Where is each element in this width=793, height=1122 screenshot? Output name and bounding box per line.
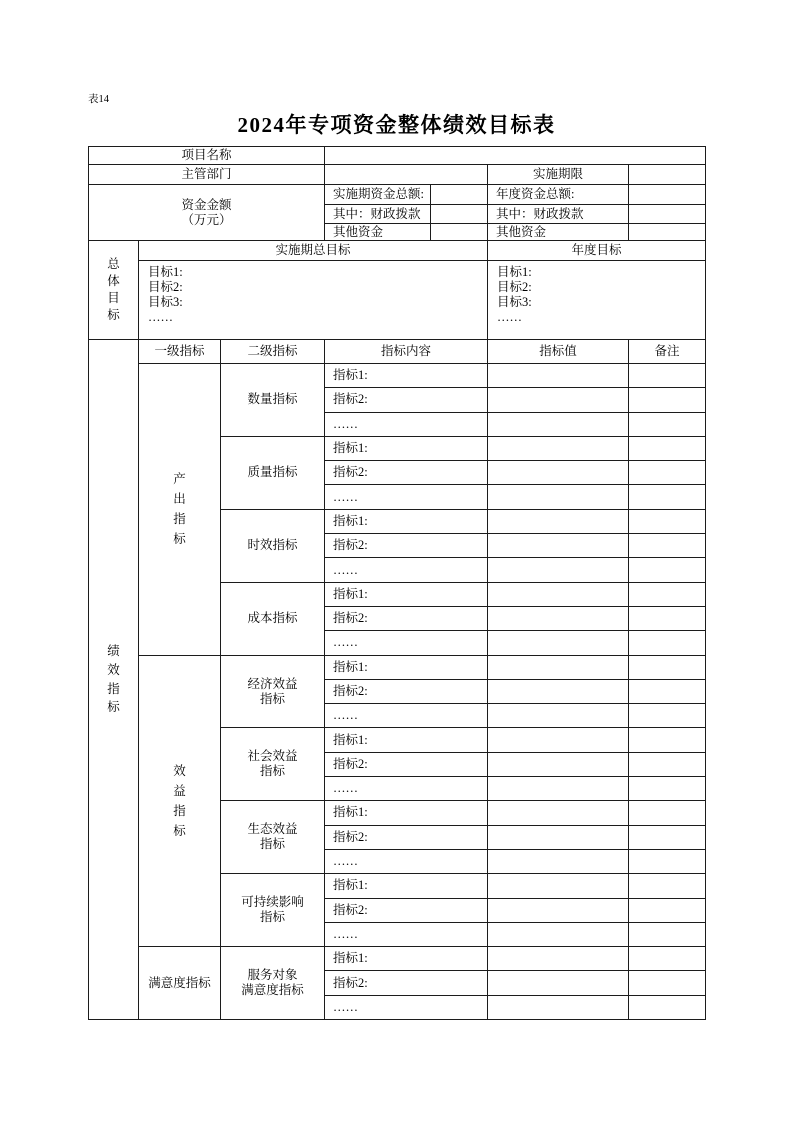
annual-total-fund-label: 年度资金总额: xyxy=(488,185,629,205)
indicator-value-cell xyxy=(488,655,629,679)
indicator-content-cell: 指标2: xyxy=(325,606,488,630)
indicator-content-cell: …… xyxy=(325,412,488,436)
remark-cell xyxy=(629,704,706,728)
indicator-value-cell xyxy=(488,436,629,460)
remark-cell xyxy=(629,364,706,388)
project-name-label: 项目名称 xyxy=(89,147,325,165)
remark-cell xyxy=(629,825,706,849)
level2-indicator-cell xyxy=(221,655,325,728)
goal-line: …… xyxy=(148,310,173,324)
impl-period-goal-header: 实施期总目标 xyxy=(139,241,488,261)
level2-indicator-text: 时效指标 xyxy=(247,538,298,553)
impl-other-fund-value xyxy=(431,224,488,241)
project-name-value xyxy=(325,147,706,165)
indicator-content-cell: 指标1: xyxy=(325,509,488,533)
goal-line: 目标1: xyxy=(497,265,532,279)
indicator-value-cell xyxy=(488,898,629,922)
annual-fiscal-fund-label: 其中：财政拨款 xyxy=(488,205,629,224)
indicator-row xyxy=(89,364,706,388)
remark-cell xyxy=(629,995,706,1019)
remark-cell xyxy=(629,436,706,460)
indicator-value-cell xyxy=(488,947,629,971)
indicator-content-cell: …… xyxy=(325,922,488,946)
indicator-value-cell xyxy=(488,534,629,558)
indicator-header-row xyxy=(89,340,706,364)
impl-total-fund-value xyxy=(431,185,488,205)
annual-total-fund-value xyxy=(629,185,706,205)
indicator-content-cell: 指标1: xyxy=(325,874,488,898)
indicator-value-cell xyxy=(488,485,629,509)
indicator-value-cell xyxy=(488,995,629,1019)
indicator-content-cell: 指标2: xyxy=(325,461,488,485)
indicator-content-cell: 指标2: xyxy=(325,534,488,558)
impl-period-goal-content xyxy=(139,261,488,340)
performance-target-table xyxy=(88,146,706,1020)
indicator-value-cell xyxy=(488,412,629,436)
annual-goal-header: 年度目标 xyxy=(488,241,706,261)
indicator-value-cell xyxy=(488,558,629,582)
indicator-value-cell xyxy=(488,364,629,388)
indicator-value-cell xyxy=(488,825,629,849)
indicator-value-cell xyxy=(488,777,629,801)
overall-goal-label xyxy=(89,241,139,340)
level2-indicator-text: 满意度指标 xyxy=(241,983,304,998)
level2-indicator-cell xyxy=(221,728,325,801)
col-header-remark: 备注 xyxy=(629,340,706,364)
indicator-content-cell: …… xyxy=(325,631,488,655)
indicator-value-cell xyxy=(488,971,629,995)
indicator-value-cell xyxy=(488,922,629,946)
annual-fiscal-fund-value xyxy=(629,205,706,224)
impl-total-fund-label: 实施期资金总额: xyxy=(325,185,431,205)
remark-cell xyxy=(629,777,706,801)
indicator-content-cell: …… xyxy=(325,995,488,1019)
level1-indicator-cell xyxy=(139,655,221,947)
remark-cell xyxy=(629,582,706,606)
col-header-level1: 一级指标 xyxy=(139,340,221,364)
indicator-content-cell: 指标2: xyxy=(325,752,488,776)
indicator-content-cell: …… xyxy=(325,849,488,873)
indicator-value-cell xyxy=(488,679,629,703)
level2-indicator-cell xyxy=(221,364,325,437)
period-value xyxy=(629,165,706,185)
fund-amount-label-line1: 资金金额 xyxy=(181,197,232,212)
indicator-value-cell xyxy=(488,582,629,606)
table-number-label: 表14 xyxy=(88,94,109,105)
remark-cell xyxy=(629,558,706,582)
goal-line: 目标3: xyxy=(148,295,183,309)
level2-indicator-cell xyxy=(221,582,325,655)
remark-cell xyxy=(629,485,706,509)
remark-cell xyxy=(629,801,706,825)
department-value xyxy=(325,165,488,185)
indicator-content-cell: 指标1: xyxy=(325,582,488,606)
indicator-value-cell xyxy=(488,874,629,898)
remark-cell xyxy=(629,922,706,946)
level1-indicator-text: 效益指标 xyxy=(173,763,186,838)
indicator-content-cell: 指标1: xyxy=(325,436,488,460)
remark-cell xyxy=(629,874,706,898)
indicator-content-cell: 指标1: xyxy=(325,364,488,388)
goal-line: 目标1: xyxy=(148,265,183,279)
col-header-content: 指标内容 xyxy=(325,340,488,364)
level2-indicator-cell xyxy=(221,436,325,509)
goal-line: 目标2: xyxy=(497,280,532,294)
page-title: 2024年专项资金整体绩效目标表 xyxy=(237,113,556,137)
indicator-value-cell xyxy=(488,631,629,655)
remark-cell xyxy=(629,412,706,436)
indicator-content-cell: 指标2: xyxy=(325,679,488,703)
goal-line: 目标2: xyxy=(148,280,183,294)
indicator-value-cell xyxy=(488,801,629,825)
col-header-level2: 二级指标 xyxy=(221,340,325,364)
level2-indicator-cell xyxy=(221,947,325,1020)
overall-goal-label-text: 总体目标 xyxy=(107,257,120,322)
indicator-value-cell xyxy=(488,728,629,752)
remark-cell xyxy=(629,947,706,971)
level2-indicator-text: 社会效益 xyxy=(247,749,298,764)
level2-indicator-text: 指标 xyxy=(260,837,286,852)
level2-indicator-text: 质量指标 xyxy=(247,465,298,480)
project-name-row xyxy=(89,147,706,165)
period-label: 实施期限 xyxy=(488,165,629,185)
level2-indicator-text: 可持续影响 xyxy=(241,895,304,910)
level2-indicator-text: 数量指标 xyxy=(247,392,298,407)
remark-cell xyxy=(629,752,706,776)
annual-other-fund-value xyxy=(629,224,706,241)
level2-indicator-text: 指标 xyxy=(260,764,286,779)
indicator-content-cell: 指标1: xyxy=(325,947,488,971)
fund-amount-label xyxy=(89,185,325,241)
impl-fiscal-fund-value xyxy=(431,205,488,224)
level2-indicator-cell xyxy=(221,874,325,947)
level2-indicator-text: 成本指标 xyxy=(247,611,298,626)
performance-indicator-label xyxy=(89,340,139,1020)
goal-line: …… xyxy=(497,310,523,324)
remark-cell xyxy=(629,631,706,655)
remark-cell xyxy=(629,971,706,995)
fund-amount-label-line2: （万元） xyxy=(181,212,232,227)
level2-indicator-text: 经济效益 xyxy=(247,676,298,691)
remark-cell xyxy=(629,655,706,679)
remark-cell xyxy=(629,461,706,485)
remark-cell xyxy=(629,388,706,412)
indicator-content-cell: 指标2: xyxy=(325,825,488,849)
indicator-value-cell xyxy=(488,461,629,485)
indicator-content-cell: …… xyxy=(325,704,488,728)
indicator-content-cell: …… xyxy=(325,485,488,509)
remark-cell xyxy=(629,679,706,703)
fund-row xyxy=(89,185,706,205)
remark-cell xyxy=(629,606,706,630)
remark-cell xyxy=(629,898,706,922)
level2-indicator-cell xyxy=(221,801,325,874)
indicator-content-cell: 指标1: xyxy=(325,655,488,679)
level2-indicator-text: 服务对象 xyxy=(247,968,298,983)
level1-indicator-cell: 满意度指标 xyxy=(139,947,221,1020)
indicator-value-cell xyxy=(488,509,629,533)
department-label: 主管部门 xyxy=(89,165,325,185)
remark-cell xyxy=(629,728,706,752)
level2-indicator-text: 指标 xyxy=(260,691,286,706)
indicator-value-cell xyxy=(488,388,629,412)
indicator-value-cell xyxy=(488,752,629,776)
indicator-content-cell: 指标1: xyxy=(325,801,488,825)
performance-indicator-label-text: 绩效指标 xyxy=(107,644,120,715)
impl-fiscal-fund-label: 其中：财政拨款 xyxy=(325,205,431,224)
indicator-content-cell: 指标2: xyxy=(325,971,488,995)
impl-other-fund-label: 其他资金 xyxy=(325,224,431,241)
level2-indicator-text: 指标 xyxy=(260,910,286,925)
indicator-value-cell xyxy=(488,606,629,630)
indicator-row xyxy=(89,655,706,679)
indicator-row xyxy=(89,947,706,971)
annual-goal-content xyxy=(488,261,706,340)
indicator-content-cell: 指标2: xyxy=(325,388,488,412)
department-row xyxy=(89,165,706,185)
indicator-content-cell: 指标1: xyxy=(325,728,488,752)
indicator-value-cell xyxy=(488,704,629,728)
level1-indicator-cell xyxy=(139,364,221,656)
remark-cell xyxy=(629,534,706,558)
overall-goal-content-row xyxy=(89,261,706,340)
indicator-content-cell: 指标2: xyxy=(325,898,488,922)
level1-indicator-text: 产出指标 xyxy=(173,472,186,547)
remark-cell xyxy=(629,849,706,873)
remark-cell xyxy=(629,509,706,533)
col-header-value: 指标值 xyxy=(488,340,629,364)
overall-goal-header-row xyxy=(89,241,706,261)
indicator-value-cell xyxy=(488,849,629,873)
annual-other-fund-label: 其他资金 xyxy=(488,224,629,241)
indicator-content-cell: …… xyxy=(325,777,488,801)
level2-indicator-cell xyxy=(221,509,325,582)
goal-line: 目标3: xyxy=(497,295,532,309)
level2-indicator-text: 生态效益 xyxy=(247,822,298,837)
indicator-content-cell: …… xyxy=(325,558,488,582)
